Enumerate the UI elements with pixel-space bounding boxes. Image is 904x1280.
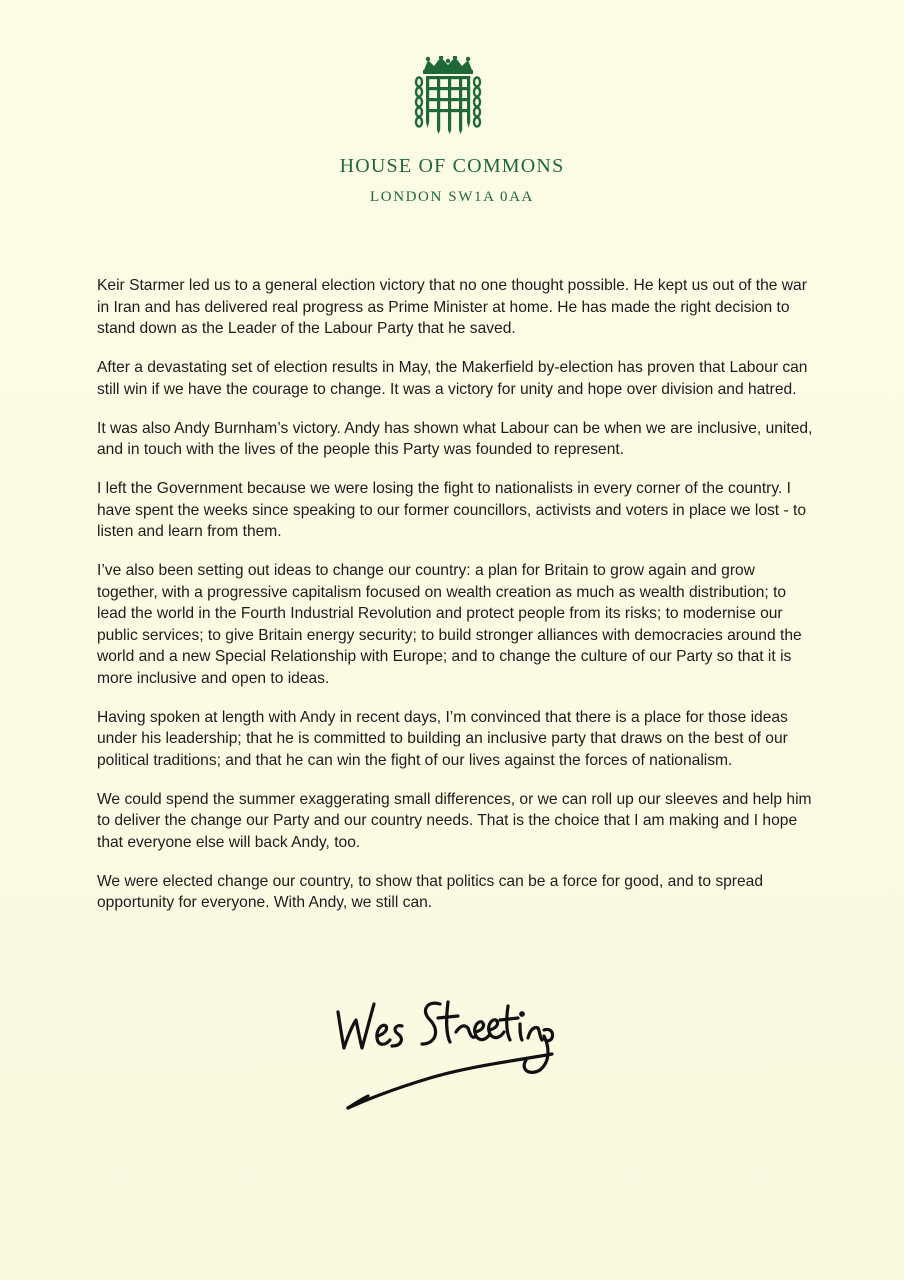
body-paragraph: Having spoken at length with Andy in recent days, I’m convinced that there is a place for those ideas under his leadership; that he is committed to building an inclusive party that draws on the best of our political traditions; and that he can win the fight of our lives against the forces of nationalism.	[97, 708, 788, 769]
body-paragraph: We were elected change our country, to show that politics can be a force for good, and to spread opportunity for everyone. With Andy, we still can.	[97, 872, 764, 911]
letterhead-address: LONDON SW1A 0AA	[370, 189, 534, 205]
body-paragraph: I’ve also been setting out ideas to change our country: a plan for Britain to grow again and grow together, with a progressive capitalism focused on wealth creation as much as wealth distribution; to lead the world in the Fourth Industrial Revolution and protect people from its risks; to modernise our public services; to give Britain energy security; to build stronger alliances with democracies around the world and a new Special Relationship with Europe; and to change the culture of our Party so that it is more inclusive and open to ideas.	[97, 562, 802, 687]
body-paragraph: We could spend the summer exaggerating small differences, or we can roll up our sleeves and help him to deliver the change our Party and our country needs. That is the choice that I am making and I hope that everyone else will back Andy, too.	[97, 790, 812, 851]
portcullis-crest-icon	[414, 56, 482, 134]
body-paragraph: It was also Andy Burnham’s victory. Andy has shown what Labour can be when we are inclusive, united, and in touch with the lives of the people this Party was founded to represent.	[97, 419, 813, 458]
body-paragraph: Keir Starmer led us to a general election victory that no one thought possible. He kept us out of the war in Iran and has delivered real progress as Prime Minister at home. He has made the right decision to stand down as the Leader of the Labour Party that he saved.	[97, 277, 807, 337]
body-paragraph: I left the Government because we were losing the fight to nationalists in every corner of the country. I have spent the weeks since speaking to our former councillors, activists and voters in place we lost - to listen and learn from them.	[97, 480, 806, 540]
letterhead-title: HOUSE OF COMMONS	[339, 155, 565, 177]
body-paragraph: After a devastating set of election results in May, the Makerfield by-election has proven that Labour can still win if we have the courage to change. It was a victory for unity and hope over division and hatred.	[97, 359, 808, 398]
handwritten-signature	[330, 990, 580, 1115]
letter-body	[97, 275, 817, 931]
